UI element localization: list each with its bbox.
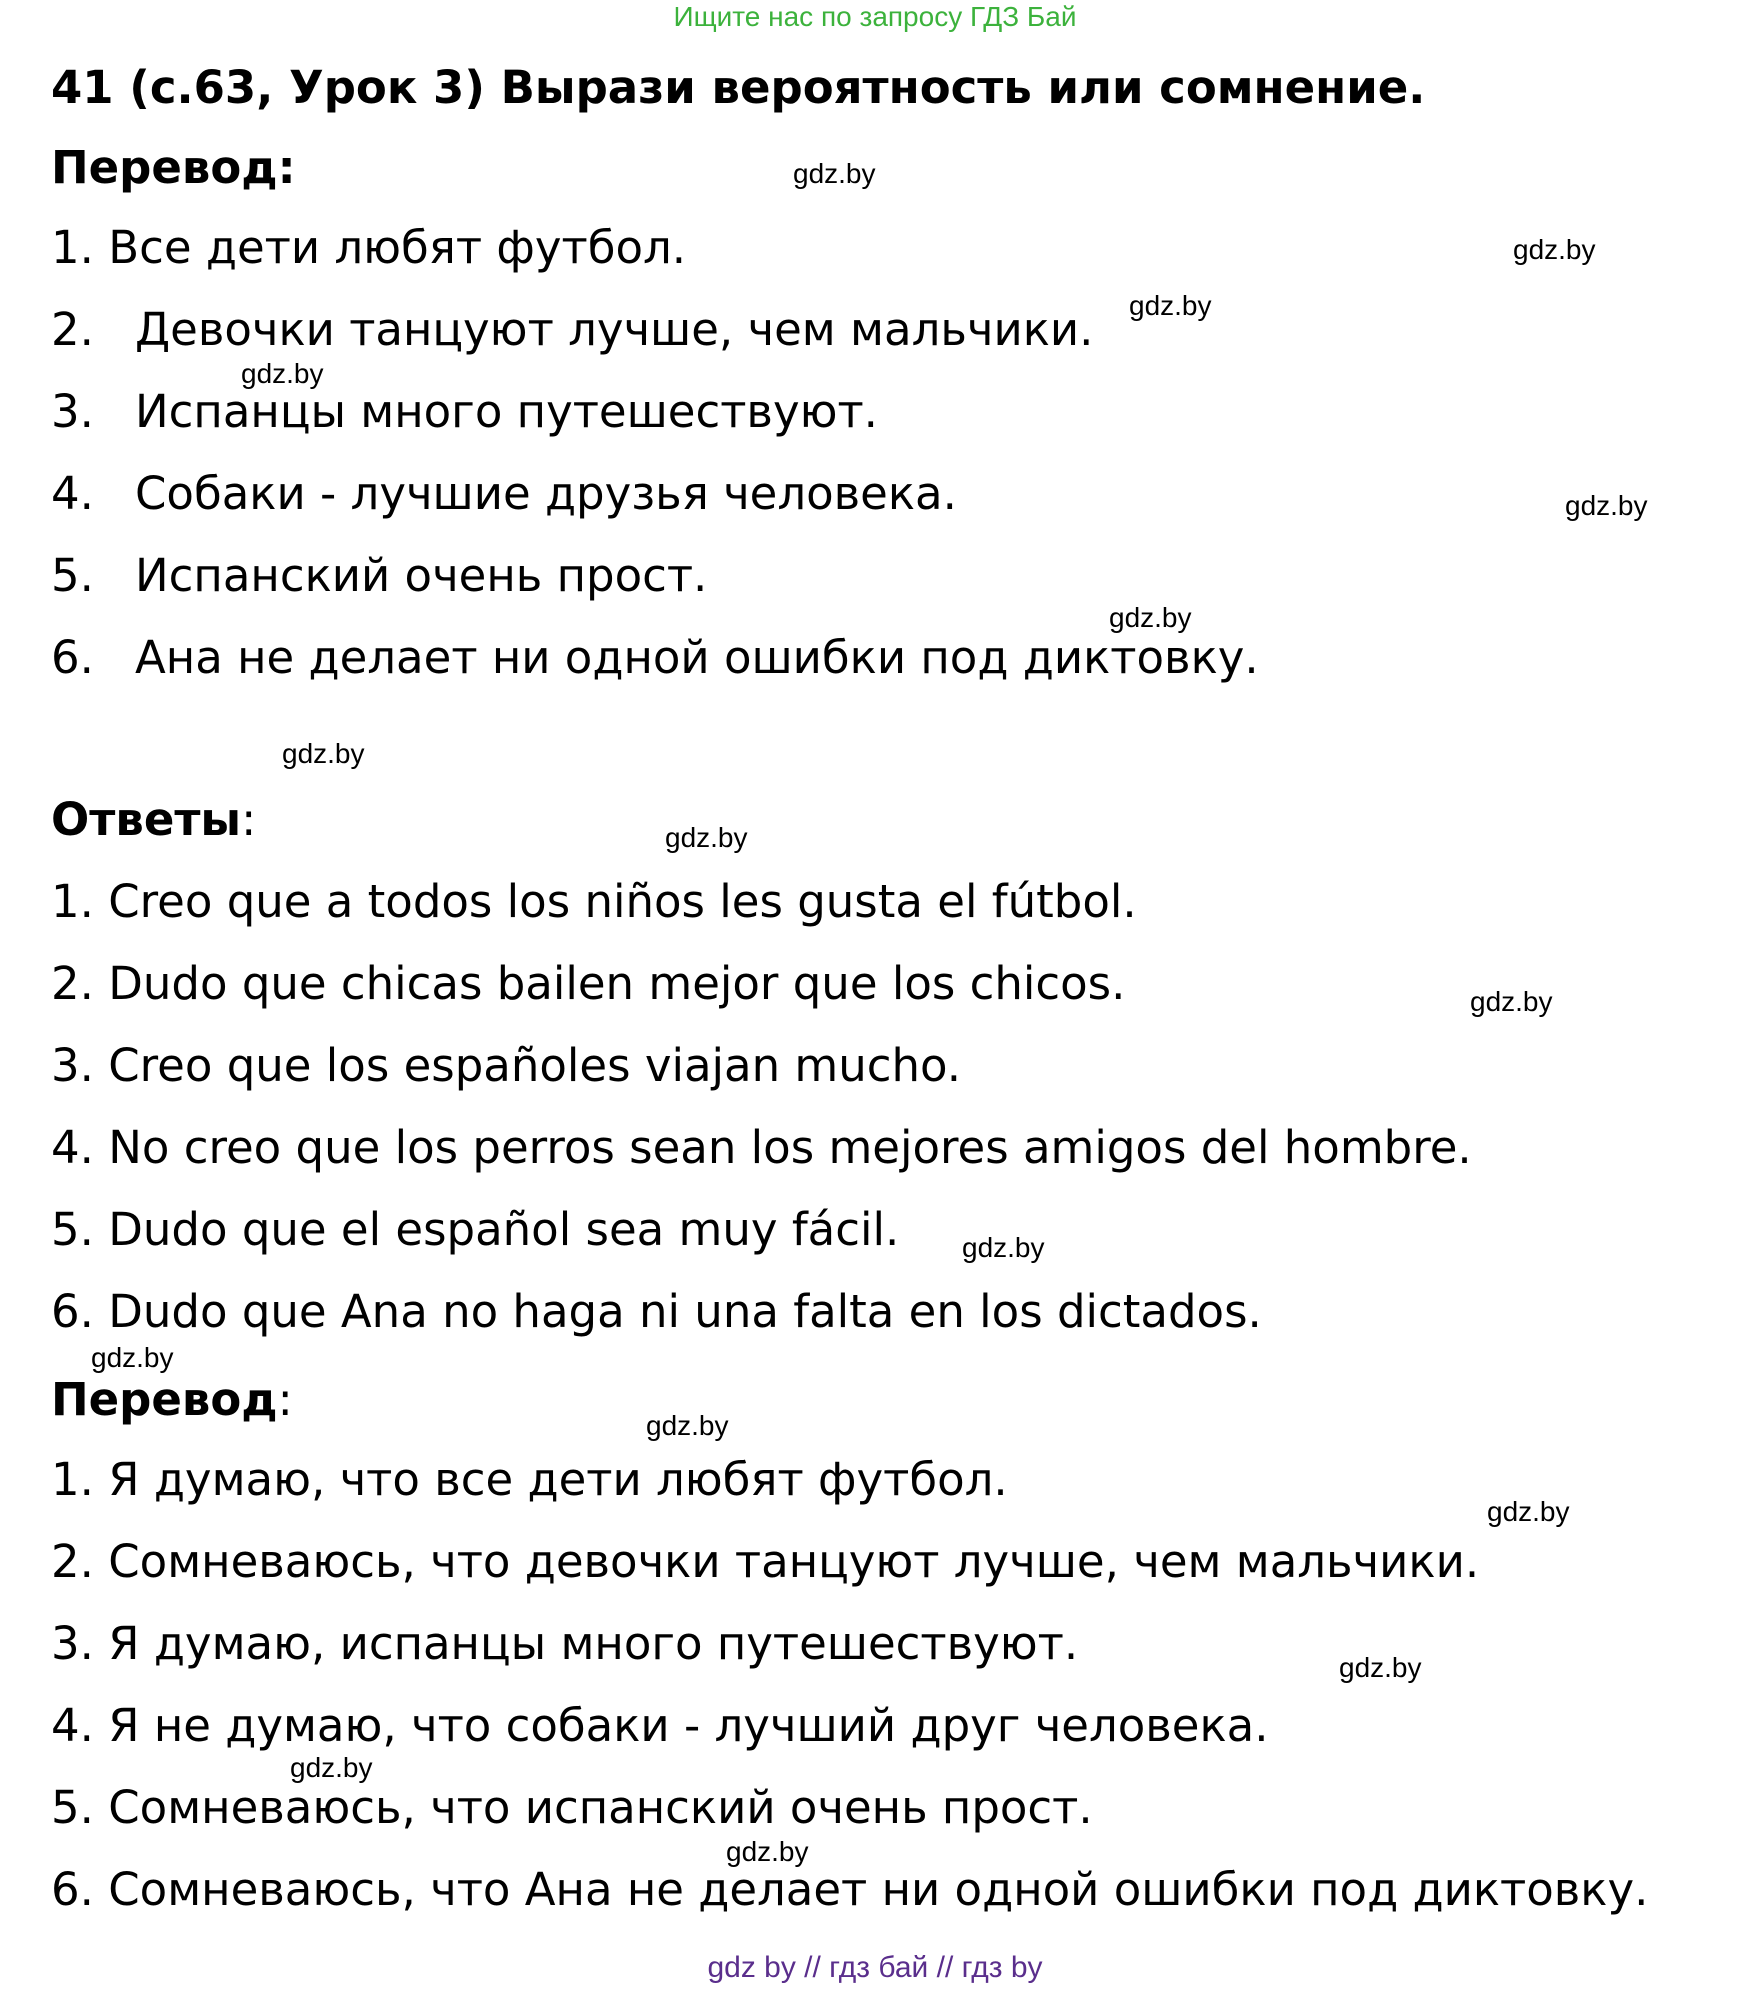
item-number: 3. [51,385,94,438]
item-text: Все дети любят футбол. [108,221,687,274]
list-item [51,1200,899,1260]
watermark: gdz.by [1470,986,1553,1017]
item-number: 3. [51,1617,94,1670]
item-number: 6. [51,1285,94,1338]
list-item [51,382,878,442]
item-text: Сомневаюсь, что девочки танцуют лучше, чем мальчики. [108,1535,1480,1588]
item-text: Dudo que el español sea muy fácil. [108,1203,900,1256]
watermark: gdz.by [1339,1652,1422,1683]
watermark: gdz.by [282,738,365,769]
item-number: 3. [51,1039,94,1092]
list-item [51,1118,1472,1178]
item-number: 6. [51,1863,94,1916]
watermark: gdz.by [1565,490,1648,521]
list-item [51,954,1125,1014]
list-item [51,1532,1479,1592]
list-item [51,628,1259,688]
item-number: 5. [51,549,94,602]
watermark: gdz.by [665,822,748,853]
item-number: 1. [51,221,94,274]
item-number: 6. [51,631,94,684]
item-number: 1. [51,875,94,928]
item-text: Испанский очень прост. [135,549,708,602]
item-text: Dudo que chicas bailen mejor que los chicos. [108,957,1126,1010]
watermark: gdz.by [241,358,324,389]
watermark: gdz.by [1513,234,1596,265]
item-text: No creo que los perros sean los mejores amigos del hombre. [108,1121,1472,1174]
item-number: 5. [51,1781,94,1834]
item-number: 5. [51,1203,94,1256]
list-item [51,546,707,606]
list-item [51,1860,1648,1920]
watermark: gdz.by [793,158,876,189]
item-number: 1. [51,1453,94,1506]
item-text: Ана не делает ни одной ошибки под диктовку. [135,631,1259,684]
watermark: gdz.by [1109,602,1192,633]
watermark: gdz.by [962,1232,1045,1263]
watermark: gdz.by [290,1752,373,1783]
list-item [51,464,957,524]
item-text: Я не думаю, что собаки - лучший друг человека. [108,1699,1269,1752]
watermark: gdz.by [646,1410,729,1441]
item-text: Сомневаюсь, что испанский очень прост. [108,1781,1093,1834]
watermark: gdz.by [726,1836,809,1867]
section-answer-translation-heading: Перевод: [51,1373,293,1426]
list-item [51,1450,1008,1510]
item-text: Девочки танцуют лучше, чем мальчики. [135,303,1094,356]
list-item [51,1696,1269,1756]
list-item [51,1614,1078,1674]
watermark: gdz.by [1129,290,1212,321]
item-text: Dudo que Ana no haga ni una falta en los dictados. [108,1285,1262,1338]
footer-links[interactable]: gdz by // гдз бай // гдз by [707,1951,1043,1984]
list-item [51,1778,1093,1838]
list-item [51,1036,961,1096]
exercise-title: 41 (с.63, Урок 3) Вырази вероятность или сомнение. [51,61,1426,114]
section-answers-heading: Ответы: [51,793,257,846]
item-text: Creo que los españoles viajan mucho. [108,1039,962,1092]
list-item [51,1282,1262,1342]
item-number: 2. [51,303,94,356]
item-text: Creo que a todos los niños les gusta el fútbol. [108,875,1137,928]
list-item [51,300,1093,360]
item-number: 2. [51,957,94,1010]
item-text: Сомневаюсь, что Ана не делает ни одной ошибки под диктовку. [108,1863,1649,1916]
item-number: 4. [51,467,94,520]
list-item [51,872,1137,932]
section-translation-heading: Перевод: [51,141,296,194]
item-number: 4. [51,1699,94,1752]
item-text: Испанцы много путешествуют. [135,385,878,438]
item-text: Я думаю, испанцы много путешествуют. [108,1617,1079,1670]
watermark: gdz.by [91,1342,174,1373]
item-text: Собаки - лучшие друзья человека. [135,467,957,520]
item-number: 2. [51,1535,94,1588]
item-text: Я думаю, что все дети любят футбол. [108,1453,1008,1506]
search-banner[interactable]: Ищите нас по запросу ГДЗ Бай [673,1,1077,32]
watermark: gdz.by [1487,1496,1570,1527]
item-number: 4. [51,1121,94,1174]
list-item [51,218,686,278]
